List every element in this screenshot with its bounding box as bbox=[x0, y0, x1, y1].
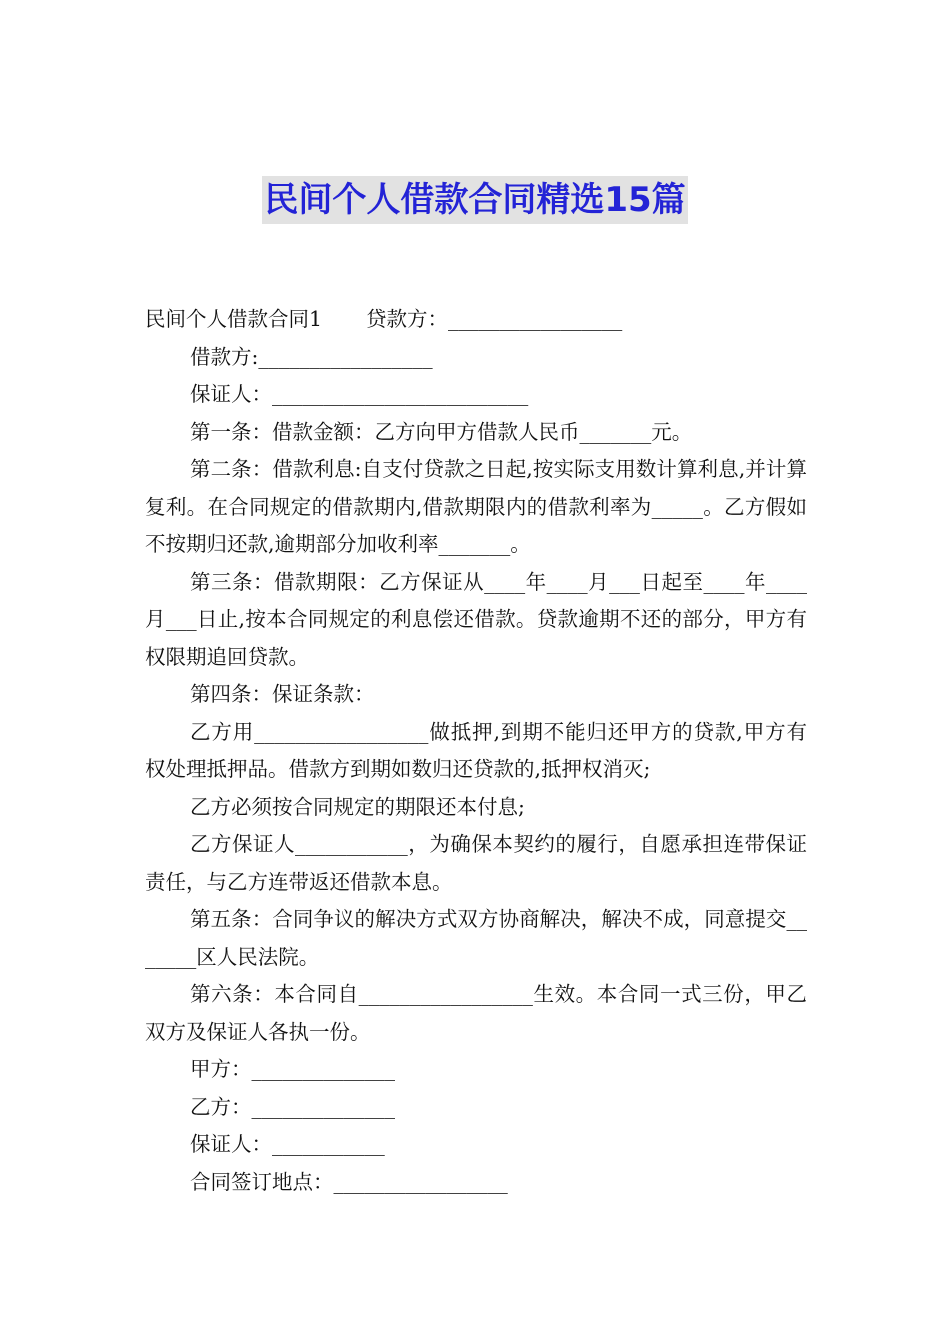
p-article-5: 第五条：合同争议的解决方式双方协商解决，解决不成，同意提交_______区人民法院。 bbox=[145, 907, 807, 969]
p-article-4-b: 乙方必须按合同规定的期限还本付息; bbox=[190, 794, 525, 819]
p-heading-lender bbox=[145, 301, 807, 339]
p-sign-guarantor: 保证人：___________ bbox=[190, 1132, 385, 1156]
p-article-2: 第二条：借款利息:自支付贷款之日起,按实际支用数计算利息,并计算复利。在合同规定的借款期内,借款期限内的借款利率为_____。乙方假如不按期归还款,逾期部分加收利率_______。 bbox=[145, 457, 807, 556]
p-sign-party-b: 乙方：______________ bbox=[190, 1094, 395, 1119]
p-article-4-c: 乙方保证人___________，为确保本契约的履行，自愿承担连带保证责任，与乙方连带返还借款本息。 bbox=[145, 832, 807, 894]
p-article-4: 第四条：保证条款： bbox=[190, 682, 375, 706]
p-borrower: 借款方:_________________ bbox=[190, 344, 433, 369]
p-article-6: 第六条：本合同自_________________生效。本合同一式三份，甲乙双方及保证人各执一份。 bbox=[145, 982, 807, 1044]
p-heading-lender-part-0: 民间个人借款合同1 bbox=[145, 307, 323, 331]
p-sign-party-a: 甲方：______________ bbox=[190, 1057, 395, 1081]
p-sign-place: 合同签订地点：_________________ bbox=[190, 1169, 508, 1194]
document-title-text: 民间个人借款合同精选15篇 bbox=[262, 176, 687, 224]
document-title bbox=[0, 176, 950, 224]
document-body bbox=[145, 301, 807, 1201]
p-guarantor: 保证人：_________________________ bbox=[190, 382, 529, 406]
p-heading-lender-part-1: 贷款方：_________________ bbox=[366, 307, 623, 331]
p-article-1: 第一条：借款金额：乙方向甲方借款人民币_______元。 bbox=[190, 419, 693, 444]
p-article-3: 第三条：借款期限：乙方保证从____年____月___日起至____年____月___日止,按本合同规定的利息偿还借款。贷款逾期不还的部分，甲方有权限期追回贷款。 bbox=[145, 569, 807, 669]
p-article-4-a: 乙方用_________________做抵押,到期不能归还甲方的贷款,甲方有权处理抵押品。借款方到期如数归还贷款的,抵押权消灭; bbox=[145, 719, 807, 781]
